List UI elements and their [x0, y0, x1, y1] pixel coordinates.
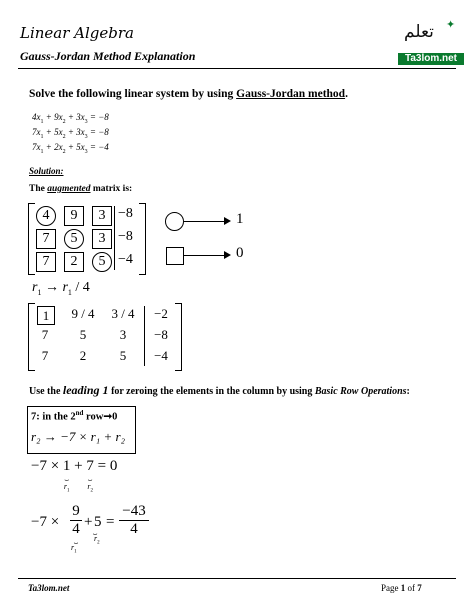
footer-site[interactable]: Ta3lom.net	[28, 583, 70, 593]
legend-arrowhead-icon	[224, 217, 231, 225]
method-name: Gauss-Jordan method	[236, 88, 346, 100]
matrix-cell: 7	[36, 229, 56, 249]
matrix-cell: 2	[79, 348, 87, 363]
matrix-cell: 3	[119, 327, 127, 342]
right-bracket	[175, 303, 182, 371]
equation-1: $4x_1 + 9x_2 + 3x_3 = -8$	[32, 112, 109, 125]
matrix-cell-pivot: 4	[36, 206, 56, 226]
arrow-right-icon: ➞	[103, 411, 113, 423]
legend-arrow-icon	[184, 255, 224, 256]
legend-arrowhead-icon	[224, 251, 231, 259]
equation-3: $7x_1 + 2x_2 + 5x_3 = -4$	[32, 142, 109, 155]
header-divider	[18, 68, 456, 69]
augment-bar	[114, 206, 115, 270]
augment-bar	[144, 306, 145, 366]
left-bracket	[28, 303, 35, 371]
legend-square-value: 0	[236, 245, 244, 261]
calculation-2: −7 × 9 4 ⏟ $r_1$ + 5 ⏟ $r_2$ = −43 4	[31, 503, 151, 553]
matrix-rhs: −8	[118, 206, 133, 221]
matrix-cell: 3	[92, 206, 112, 226]
solution-label: Solution:	[29, 166, 64, 176]
equation-2: $7x_1 + 5x_2 + 3x_3 = -8$	[32, 127, 109, 140]
logo-arabic-text: تعلم	[404, 22, 434, 42]
matrix-cell: 7	[36, 252, 56, 272]
matrix-cell-leading-one: 1	[37, 306, 55, 325]
matrix-cell-pivot: 5	[92, 252, 112, 272]
matrix-cell: 5	[79, 327, 87, 342]
matrix-cell: 9	[64, 206, 84, 226]
matrix-cell: 3 / 4	[111, 306, 135, 321]
step-equation: r₂ → −7 × r₁ + r₂	[31, 429, 126, 444]
step-title: 7: in the 2nd row➞0	[31, 409, 118, 423]
matrix-rhs: −4	[154, 348, 168, 363]
matrix-after-op1	[28, 303, 182, 369]
row-operation-1: $r_1 \to r_1 / 4$	[32, 280, 90, 297]
matrix-cell-pivot: 5	[64, 229, 84, 249]
legend-square-icon	[166, 247, 184, 265]
matrix-cell: 3	[92, 229, 112, 249]
matrix-rhs: −8	[154, 327, 168, 342]
header-subject: Linear Algebra	[20, 24, 135, 42]
matrix-cell: 7	[41, 348, 49, 363]
logo-name: Ta3lom.net	[398, 53, 464, 65]
matrix-cell: 7	[41, 327, 49, 342]
matrix-rhs: −2	[154, 306, 168, 321]
site-logo[interactable]	[398, 18, 464, 66]
legend-arrow-icon	[184, 221, 224, 222]
matrix-cell: 2	[64, 252, 84, 272]
problem-suffix: .	[345, 88, 348, 100]
instruction-text: Use the leading 1 for zeroing the elements in the column by using Basic Row Operations:	[29, 383, 410, 397]
step-box	[27, 406, 136, 454]
calculation-1: −7 × 1 ⏟ $r_1$ + 7 ⏟ $r_2$ = 0	[31, 458, 118, 494]
augmented-matrix	[28, 203, 146, 273]
page-number: Page 1 of 7	[381, 583, 422, 593]
legend-circle-value: 1	[236, 211, 244, 227]
matrix-cell: 9 / 4	[71, 306, 95, 321]
problem-statement	[29, 88, 348, 100]
left-bracket	[28, 203, 35, 275]
augmented-label: The augmented matrix is:	[29, 184, 133, 194]
matrix-rhs: −4	[118, 252, 133, 267]
logo-star-icon: ✦	[446, 19, 456, 31]
legend-circle-icon	[165, 212, 184, 231]
matrix-cell: 5	[119, 348, 127, 363]
header-title: Gauss-Jordan Method Explanation	[20, 49, 196, 63]
matrix-rhs: −8	[118, 229, 133, 244]
footer-divider	[18, 578, 456, 579]
problem-prefix: Solve the following linear system by using	[29, 88, 237, 100]
